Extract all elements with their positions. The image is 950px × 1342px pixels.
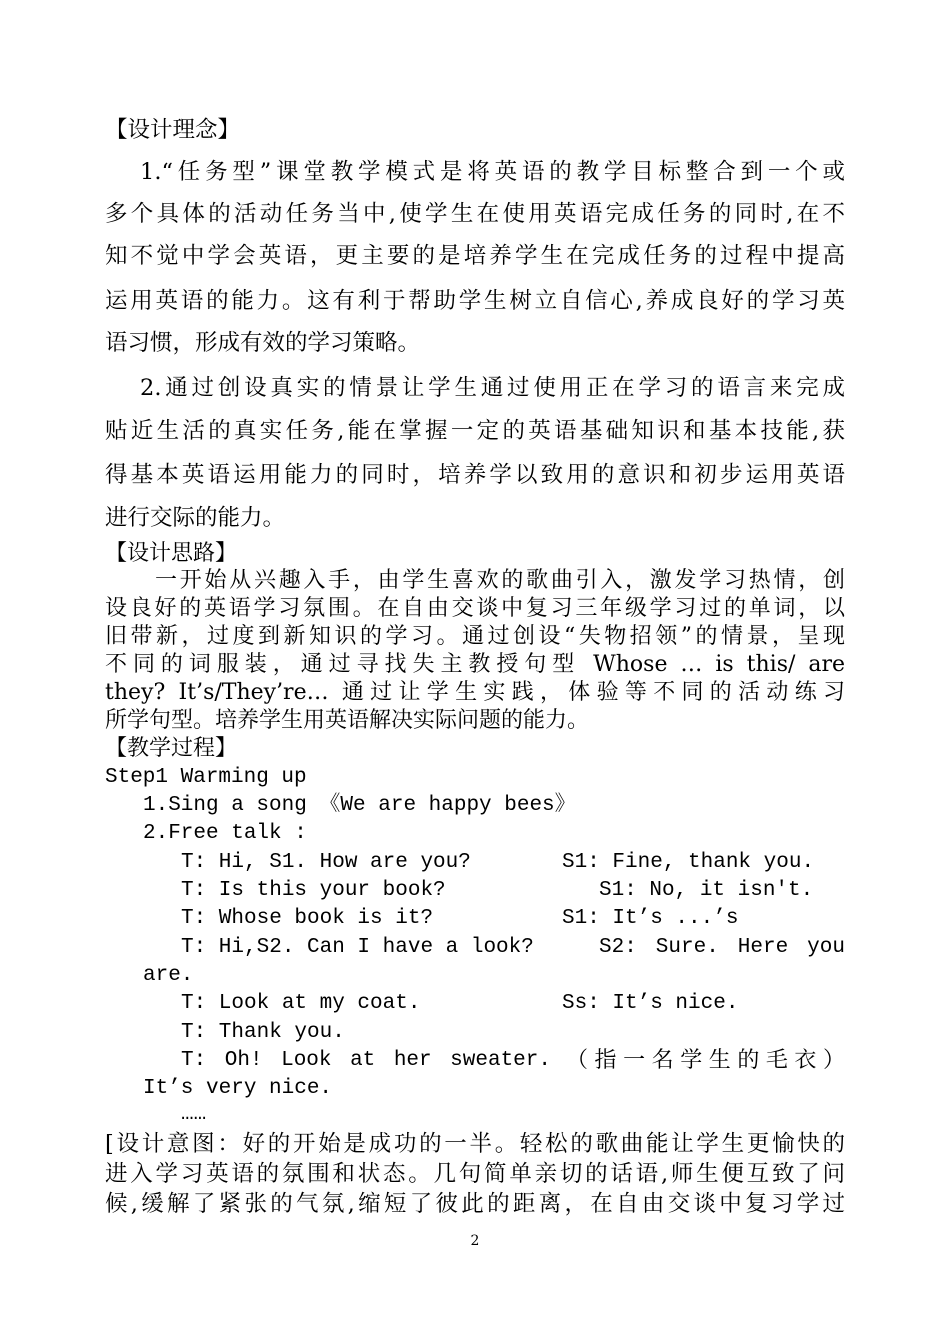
- section-heading-process: 【教学过程】: [105, 736, 238, 761]
- paragraph-line: 进行交际的能力。: [105, 505, 286, 531]
- step-item: 2.Free talk :: [143, 822, 307, 845]
- dialogue-student: S1: No, it isn't.: [599, 879, 814, 902]
- paragraph-line: 2.通过创设真实的情景让学生通过使用正在学习的语言来完成: [140, 375, 845, 401]
- dialogue-note: （指一名学生的毛衣）: [566, 1048, 845, 1073]
- dialogue-student: Ss: It’s nice.: [562, 992, 739, 1015]
- step-item: 1.Sing a song 《We are happy bees》: [143, 794, 576, 817]
- dialogue-student: S2: Sure. Here you: [599, 936, 845, 959]
- section-heading-concept: 【设计理念】: [105, 117, 241, 143]
- paragraph-line: [设计意图：好的开始是成功的一半。轻松的歌曲能让学生更愉快的: [105, 1131, 845, 1157]
- dialogue-continuation: It’s very nice.: [143, 1077, 333, 1100]
- paragraph-line: 进入学习英语的氛围和状态。几句简单亲切的话语,师生便互致了问: [105, 1161, 845, 1187]
- paragraph-line: 所学句型。培养学生用英语解决实际问题的能力。: [105, 708, 590, 733]
- paragraph-line: 候,缓解了紧张的气氛,缩短了彼此的距离，在自由交谈中复习学过: [105, 1191, 845, 1217]
- paragraph-line: 多个具体的活动任务当中,使学生在使用英语完成任务的同时,在不: [105, 201, 845, 227]
- section-heading-idea: 【设计思路】: [105, 541, 238, 566]
- dialogue-continuation: are.: [143, 964, 194, 987]
- paragraph-line: 知不觉中学会英语，更主要的是培养学生在完成任务的过程中提高: [105, 243, 845, 269]
- dialogue-teacher: T: Whose book is it?: [181, 907, 434, 930]
- paragraph-line: 1.“任务型”课堂教学模式是将英语的教学目标整合到一个或: [140, 159, 845, 185]
- paragraph-line: 旧带新，过度到新知识的学习。通过创设“失物招领”的情景，呈现: [105, 624, 845, 649]
- dialogue-student: S1: Fine, thank you.: [562, 851, 815, 874]
- paragraph-line: 贴近生活的真实任务,能在掌握一定的英语基础知识和基本技能,获: [105, 418, 845, 444]
- dialogue-teacher: T: Thank you.: [181, 1021, 345, 1044]
- paragraph-line: 语习惯，形成有效的学习策略。: [105, 330, 421, 356]
- dialogue-teacher: T: Hi, S1. How are you?: [181, 851, 471, 874]
- paragraph-line: 设良好的英语学习氛围。在自由交谈中复习三年级学习过的单词，以: [105, 596, 845, 621]
- dialogue-teacher: T: Oh! Look at her sweater.: [181, 1049, 551, 1072]
- dialogue-student: S1: It’s ...’s: [562, 907, 739, 930]
- page-number: 2: [470, 1233, 480, 1249]
- ellipsis: ……: [181, 1103, 207, 1126]
- paragraph-line: they? It’s/They’re… 通过让学生实践，体验等不同的活动练习: [105, 680, 845, 705]
- dialogue-teacher: T: Look at my coat.: [181, 992, 421, 1015]
- paragraph-line: 一开始从兴趣入手，由学生喜欢的歌曲引入，激发学习热情，创: [155, 568, 845, 593]
- dialogue-teacher: T: Hi,S2. Can I have a look?: [181, 936, 534, 959]
- dialogue-teacher: T: Is this your book?: [181, 879, 446, 902]
- paragraph-line: 不同的词服装，通过寻找失主教授句型 Whose … is this/ are: [105, 652, 845, 677]
- step-title: Step1 Warming up: [105, 766, 307, 789]
- paragraph-line: 运用英语的能力。这有利于帮助学生树立自信心,养成良好的学习英: [105, 288, 845, 314]
- paragraph-line: 得基本英语运用能力的同时，培养学以致用的意识和初步运用英语: [105, 462, 845, 488]
